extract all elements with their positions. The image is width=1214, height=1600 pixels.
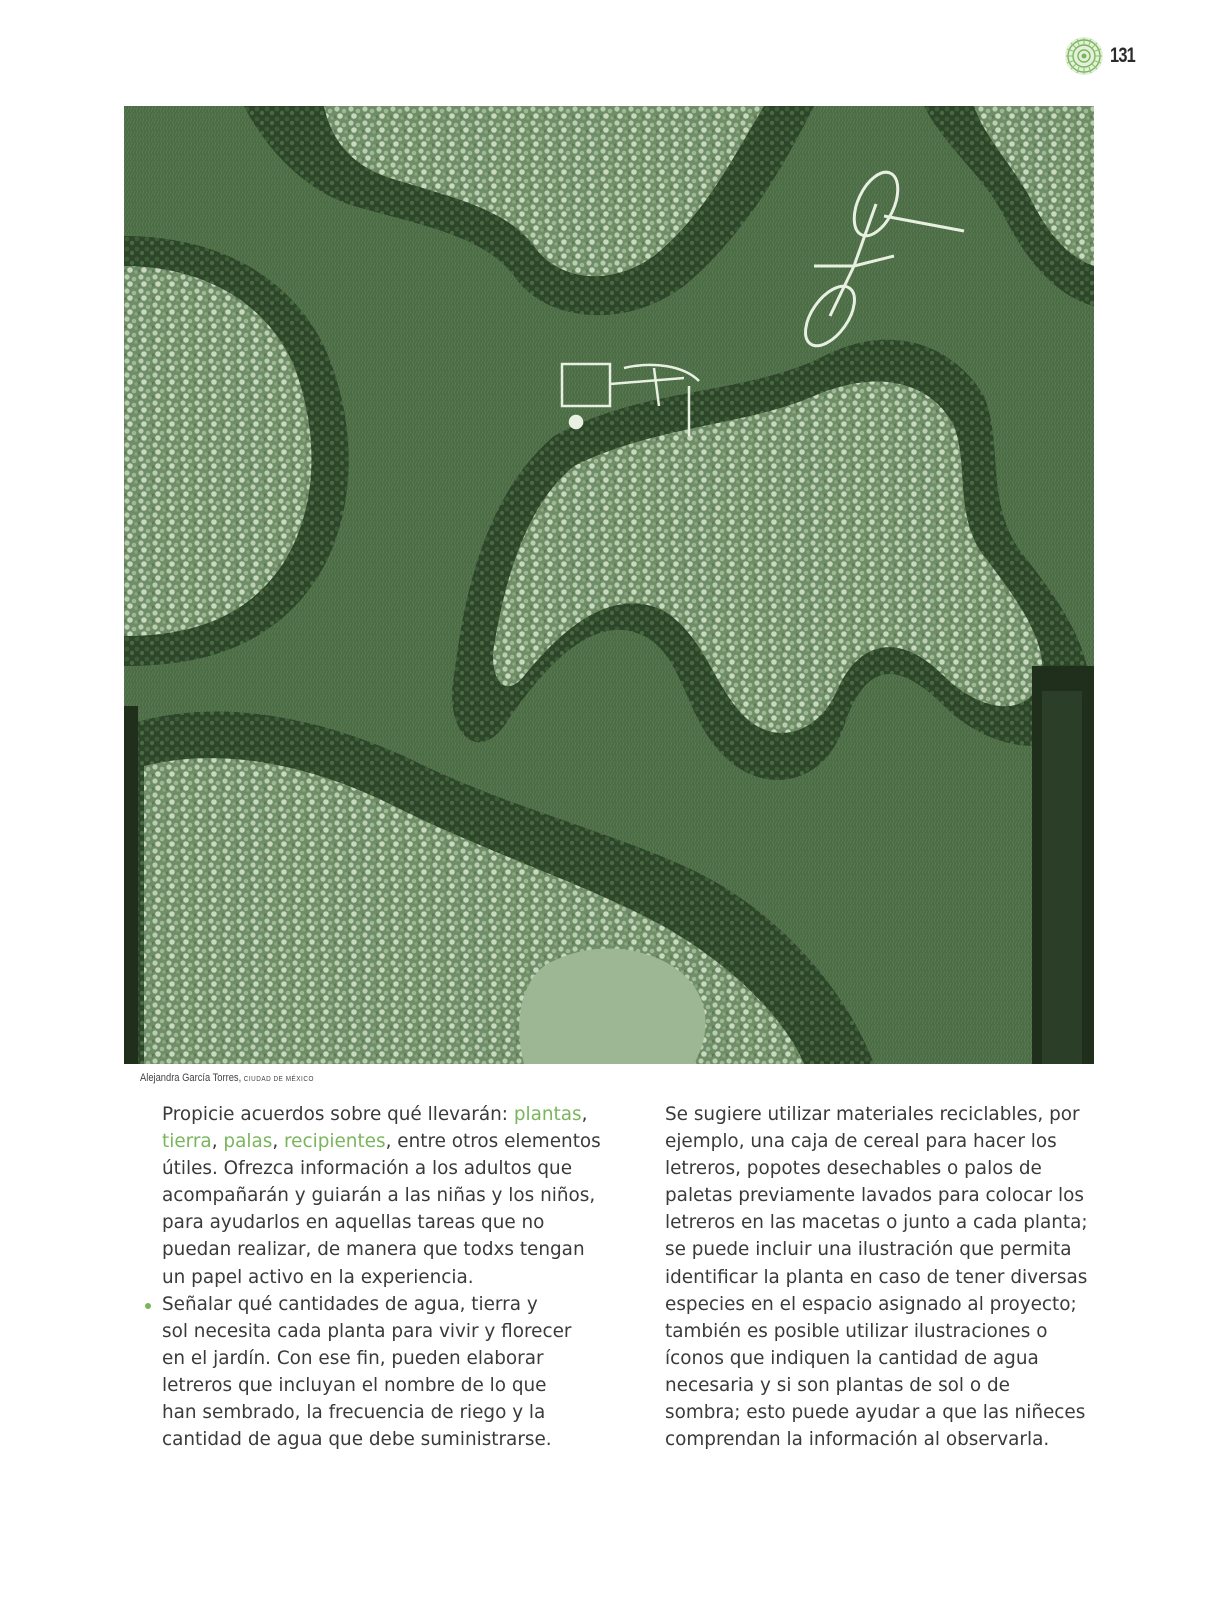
left-column [162,1101,602,1453]
text-line: identificar la planta en caso de tener diversas [665,1266,1088,1288]
text-line: comprendan la información al observarla. [665,1429,1050,1451]
text-line: Propicie acuerdos sobre qué llevarán: plantas, [162,1104,588,1125]
text-line: cantidad de agua que debe suministrarse. [162,1429,552,1451]
text-line: Señalar qué cantidades de agua, tierra y [162,1293,538,1315]
text-line: sol necesita cada planta para vivir y florecer [162,1320,572,1342]
credit-place: CIUDAD DE MÉXICO [243,1074,314,1083]
text-line: íconos que indiquen la cantidad de agua [665,1347,1039,1369]
sun-rosette-icon [1064,36,1104,76]
text-line: necesaria y si son plantas de sol o de [665,1374,1010,1396]
bullet-list [162,1291,602,1454]
page-number: 131 [1110,44,1135,67]
text-line: letreros en las macetas o junto a cada planta; [665,1212,1088,1234]
keyword-recipientes: recipientes [284,1131,386,1153]
keyword-palas: palas [223,1131,273,1153]
text-line: acompañarán y guiarán a las niñas y los niños, [162,1185,596,1207]
text-line: tierra, palas, recipientes, entre otros elementos [162,1131,601,1153]
bullet-icon [145,1303,151,1309]
text-line: especies en el espacio asignado al proyecto; [665,1293,1077,1315]
right-column [665,1101,1105,1453]
keyword-plantas: plantas [513,1104,582,1125]
photo-credit [140,1072,314,1084]
text-line: han sembrado, la frecuencia de riego y la [162,1402,546,1424]
text-line: Se sugiere utilizar materiales reciclables, por [665,1104,1080,1125]
text-line: letreros, popotes desechables o palos de [665,1158,1042,1180]
text-line: se puede incluir una ilustración que permita [665,1239,1072,1261]
credit-author: Alejandra García Torres, [140,1072,242,1084]
text-line: puedan realizar, de manera que todxs tengan [162,1239,585,1261]
text-line: para ayudarlos en aquellas tareas que no [162,1212,545,1234]
list-item [162,1291,602,1454]
text-line: en el jardín. Con ese fin, pueden elaborar [162,1347,544,1369]
text-line: paletas previamente lavados para colocar los [665,1185,1084,1207]
garden-aerial-photo [124,106,1094,1064]
text-line: ejemplo, una caja de cereal para hacer los [665,1131,1057,1153]
recycled-materials-paragraph [665,1101,1105,1453]
text-line: sombra; esto puede ayudar a que las niñeces [665,1402,1086,1424]
text-line: útiles. Ofrezca información a los adultos que [162,1158,573,1180]
text-line: un papel activo en la experiencia. [162,1266,474,1288]
agreements-paragraph [162,1101,602,1291]
text-line: letreros que incluyan el nombre de lo que [162,1374,547,1396]
keyword-tierra: tierra [162,1131,212,1153]
text-line: también es posible utilizar ilustraciones o [665,1320,1048,1342]
